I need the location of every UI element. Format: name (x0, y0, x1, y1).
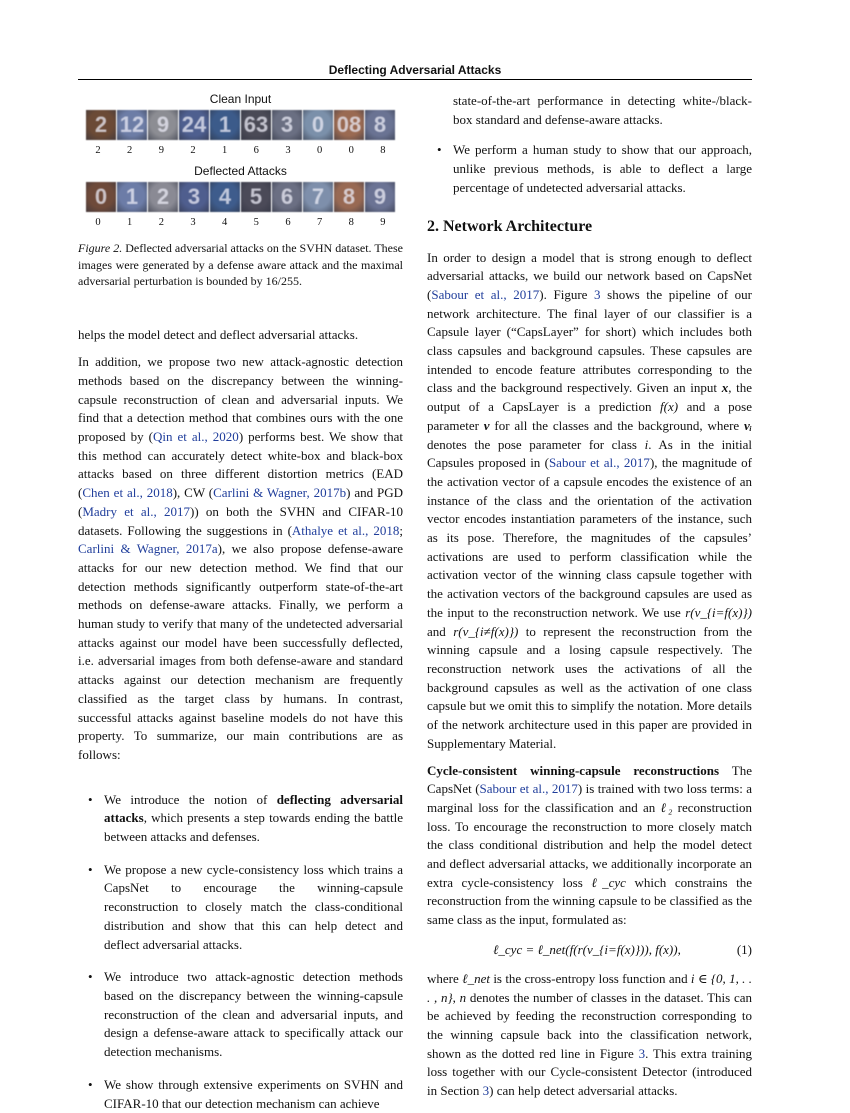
bullet-icon: • (88, 861, 93, 877)
figure-2 (78, 92, 403, 290)
text-run: for all the classes and the background, where (489, 417, 745, 433)
citation-link[interactable]: Sabour et al., 2017 (479, 781, 578, 797)
deflected-attacks-labels (78, 217, 403, 228)
right-paragraph-1 (427, 249, 752, 754)
text-run: ; (399, 522, 403, 538)
bullet-icon: • (88, 1076, 93, 1092)
math-symbol: n (459, 989, 467, 1005)
citation-link[interactable]: Madry et al., 2017 (82, 503, 191, 519)
section-ref-link[interactable]: 3 (482, 1083, 490, 1099)
deflected-digit-thumbnail: 8 (334, 182, 364, 212)
deflected-attacks-title: Deflected Attacks (194, 164, 287, 178)
clean-digit-label: 3 (285, 145, 291, 156)
math-symbol: f(x) (660, 399, 679, 415)
math-symbol: r(v_{i≠f(x)}) (453, 623, 519, 639)
deflected-digit-thumbnail: 6 (272, 182, 302, 212)
list-item-continuation (427, 92, 752, 129)
list-item (427, 141, 752, 197)
math-symbol: ℓ_cyc (591, 874, 626, 890)
deflected-digit-label: 9 (380, 217, 386, 228)
deflected-digit-label: 6 (285, 217, 291, 228)
text-run: and a pose parameter (427, 399, 753, 433)
text-run: We introduce the notion of (104, 791, 277, 807)
clean-digit-thumbnail: 63 (241, 110, 271, 140)
text-run: denotes the number of classes in the dataset. This can be achieved by feeding the reconstruction corresponding to the winning capsule back into the classification network, shown as the dotted red line in Figure (427, 989, 752, 1061)
header-rule (78, 79, 752, 80)
citation-link[interactable]: Sabour et al., 2017 (548, 455, 650, 471)
clean-digit-label: 8 (380, 145, 386, 156)
clean-digit-thumbnail: 12 (117, 110, 147, 140)
clean-digit-label: 2 (190, 145, 196, 156)
deflected-digit-label: 5 (253, 217, 259, 228)
deflected-digit-thumbnail: 7 (303, 182, 333, 212)
deflected-digit-thumbnail: 2 (148, 182, 178, 212)
text-run: In addition, we propose two new attack-agnostic detection methods based on the discrepancy between the winning-capsule reconstruction of clean and adversarial inputs. We find that a detection method that combines ours with the one proposed by ( (78, 354, 403, 445)
math-symbol: vᵢ (744, 417, 752, 433)
equation-1 (427, 942, 752, 958)
text-run: ) performs best. We show that this method can accurately detect white-box and black-box attacks based on three different distortion metrics (EAD ( (78, 429, 404, 501)
figure-caption (78, 240, 403, 290)
text-run: to represent the reconstruction from the winning capsule and a losing capsule respectively. The reconstruction network uses the activations of all the background capsules as well as the activation of one class capsule but we omit this to simplify the notation. More details of the network architecture used in this paper are provided in Supplementary Material. (427, 623, 752, 751)
clean-digit-label: 2 (127, 145, 133, 156)
text-run: We introduce two attack-agnostic detection methods based on the discrepancy between the winning-capsule reconstruction of the clean and adversarial inputs, and design a defense-aware attack to specifically attack our detection mechanisms. (104, 969, 403, 1060)
citation-link[interactable]: Carlini & Wagner, 2017a (78, 541, 218, 557)
math-symbol: r(v_{i=f(x)}) (685, 604, 752, 620)
clean-input-title: Clean Input (209, 92, 272, 106)
text-run: ) and PGD ( (78, 485, 403, 519)
text-run: state-of-the-art performance in detecting white-/black-box standard and defense-aware attacks. (453, 93, 752, 127)
math-symbol: i (644, 436, 649, 452)
bold-term: deflecting adversarial attacks (104, 791, 403, 826)
clean-digit-thumbnail: 08 (334, 110, 364, 140)
deflected-digit-thumbnail: 3 (179, 182, 209, 212)
citation-link[interactable]: Qin et al., 2020 (153, 429, 239, 445)
text-run: denotes the pose parameter for class (427, 436, 645, 452)
list-item (78, 968, 403, 1062)
left-column (78, 92, 403, 1113)
text-run: is the cross-entropy loss function and (489, 970, 691, 986)
citation-link[interactable]: Athalye et al., 2018 (291, 522, 400, 538)
clean-digit-label: 9 (158, 145, 164, 156)
deflected-digit-label: 1 (127, 217, 133, 228)
text-run: ) is trained with two loss terms: a marginal loss for the classification and an (427, 781, 753, 815)
equation-number: (1) (736, 941, 752, 957)
deflected-digit-thumbnail: 5 (241, 182, 271, 212)
text-run: , which presents a step towards ending the battle between attacks and defenses. (104, 810, 403, 845)
text-run: We show through extensive experiments on SVHN and CIFAR-10 that our detection mechanism can achieve (104, 1076, 403, 1111)
contributions-list-continued (427, 92, 752, 198)
math-symbol: i ∈ {0, 1, . . . , n} (427, 970, 753, 1005)
left-paragraph-1: helps the model detect and deflect adversarial attacks. (78, 326, 359, 342)
clean-digit-thumbnail: 9 (148, 110, 178, 140)
clean-digit-label: 2 (95, 145, 101, 156)
right-paragraph-2 (427, 762, 752, 930)
bullet-icon: • (437, 142, 442, 158)
clean-digit-label: 6 (253, 145, 259, 156)
clean-digit-thumbnail: 2 (86, 110, 116, 140)
deflected-digit-label: 7 (316, 217, 323, 228)
deflected-digit-thumbnail: 1 (117, 182, 147, 212)
text-run: In order to design a model that is strong enough to deflect adversarial attacks, we build our network based on CapsNet ( (427, 249, 752, 302)
list-item (78, 861, 403, 955)
figure-ref-link[interactable]: 3 (594, 286, 601, 302)
running-head: Deflecting Adversarial Attacks (328, 63, 502, 77)
caption-text: Deflected adversarial attacks on the SVHN dataset. These images were generated by a defense aware attack and the maximal adversarial perturbation is bounded by 16/255. (78, 241, 404, 288)
clean-input-labels (78, 145, 403, 156)
math-symbol: x (721, 380, 729, 396)
text-run: ) can help detect adversarial attacks. (489, 1083, 678, 1099)
citation-link[interactable]: Chen et al., 2018 (82, 485, 173, 501)
clean-digit-thumbnail: 8 (365, 110, 395, 140)
citation-link[interactable]: Sabour et al., 2017 (431, 286, 540, 302)
text-run: . This extra training loss together with our Cycle-consistent Detector (introduced in Section (427, 1045, 752, 1099)
bullet-icon: • (88, 791, 93, 807)
bullet-icon: • (88, 969, 93, 985)
text-run: ), CW ( (172, 485, 214, 501)
contributions-list (78, 791, 403, 1113)
left-paragraph-2 (78, 353, 403, 764)
deflected-digit-label: 2 (158, 217, 164, 228)
deflected-digit-thumbnail: 4 (210, 182, 240, 212)
deflected-digit-label: 0 (95, 217, 101, 228)
math-symbol: ℓ_net (462, 970, 490, 986)
deflected-digit-thumbnail: 0 (86, 182, 116, 212)
citation-link[interactable]: Carlini & Wagner, 2017b (213, 485, 347, 501)
text-run: which constrains the reconstruction from the winning capsule to be classified as the same class as the input, formulated as: (427, 874, 752, 928)
text-run: ), the magnitude of the activation vector of a capsule encodes the existence of an instance of the class and the orientation of the activation vector encodes instantiation parameters of the instance, such as its pose. Therefore, the magnitudes of the capsules’ activations are used to perform classification while the activation vector of the winning class capsule together with the activation vectors of the background capsules are used as the input to the reconstruction network. We use (427, 455, 752, 620)
clean-digit-thumbnail: 3 (272, 110, 302, 140)
text-run: and (427, 623, 454, 639)
deflected-digit-label: 3 (190, 217, 196, 228)
clean-digit-label: 0 (316, 145, 323, 156)
text-run: )) on both the SVHN and CIFAR-10 datasets. Following the suggestions in ( (78, 503, 403, 538)
right-paragraph-3 (427, 970, 752, 1101)
paragraph-heading: Cycle-consistent winning-capsule reconstructions (427, 762, 720, 778)
figure-ref-link[interactable]: 3 (638, 1045, 646, 1061)
text-run: ), we also propose defense-aware attacks for our new detection method. We find that our detection methods significantly outperform state-of-the-art methods on defense-aware attacks. Finally, we perform a human study to verify that many of the undetected adversarial attacks against our model have been successfully deflected, i.e. adversarial images from both defense-aware and standard attacks against our detection mechanism are frequently classified as the target class by humans. In contrast, successful attacks against baseline models do not have this property. To summarize, our main contributions are as follows: (78, 541, 403, 762)
list-item (78, 791, 403, 847)
deflected-attacks-strip (78, 182, 403, 212)
text-run: We propose a new cycle-consistency loss which trains a CapsNet to encourage the winning-capsule reconstruction to closely match the class-conditional distribution and show that this can help detect and deflect adversarial attacks. (104, 861, 403, 952)
clean-input-strip (78, 110, 403, 140)
text-run: The CapsNet ( (427, 762, 752, 797)
clean-digit-label: 1 (222, 145, 228, 156)
caption-label: Figure 2. (78, 241, 123, 255)
clean-digit-thumbnail: 1 (210, 110, 240, 140)
text-run: , the output of a CapsLayer is a prediction (427, 380, 752, 415)
text-run: reconstruction loss. To encourage the reconstruction to more closely match the class conditional distribution and help the model detect and deflect adversarial attacks, we additionally incorporate an extra cycle-consistency loss (427, 799, 752, 890)
math-symbol: ℓ₂ (660, 799, 673, 815)
text-run: shows the pipeline of our network architecture. The final layer of our classifier is a Capsule layer (“CapsLayer” for short) which includes both class capsules and background capsules. These capsules are intended to encode feature attributes corresponding to the class and the background respectively. Given an input (427, 286, 753, 396)
math-symbol: v (483, 417, 490, 433)
text-run: ). Figure (539, 286, 595, 302)
deflected-digit-label: 4 (222, 217, 228, 228)
equation-body: ℓ_cyc = ℓ_net(f(r(v_{i=f(x)})), f(x)), (493, 941, 681, 957)
list-item (78, 1076, 403, 1113)
clean-digit-thumbnail: 24 (179, 110, 209, 140)
clean-digit-thumbnail: 0 (303, 110, 333, 140)
text-run: . As in the initial Capsules proposed in ( (427, 436, 752, 471)
text-run: where (427, 970, 463, 986)
section-heading: 2. Network Architecture (427, 217, 593, 235)
deflected-digit-label: 8 (348, 217, 354, 228)
text-run: , (452, 989, 460, 1005)
deflected-digit-thumbnail: 9 (365, 182, 395, 212)
clean-digit-label: 0 (348, 145, 354, 156)
right-column (427, 92, 752, 1101)
text-run: We perform a human study to show that our approach, unlike previous methods, is able to deflect a large percentage of undetected adversarial attacks. (453, 142, 752, 195)
